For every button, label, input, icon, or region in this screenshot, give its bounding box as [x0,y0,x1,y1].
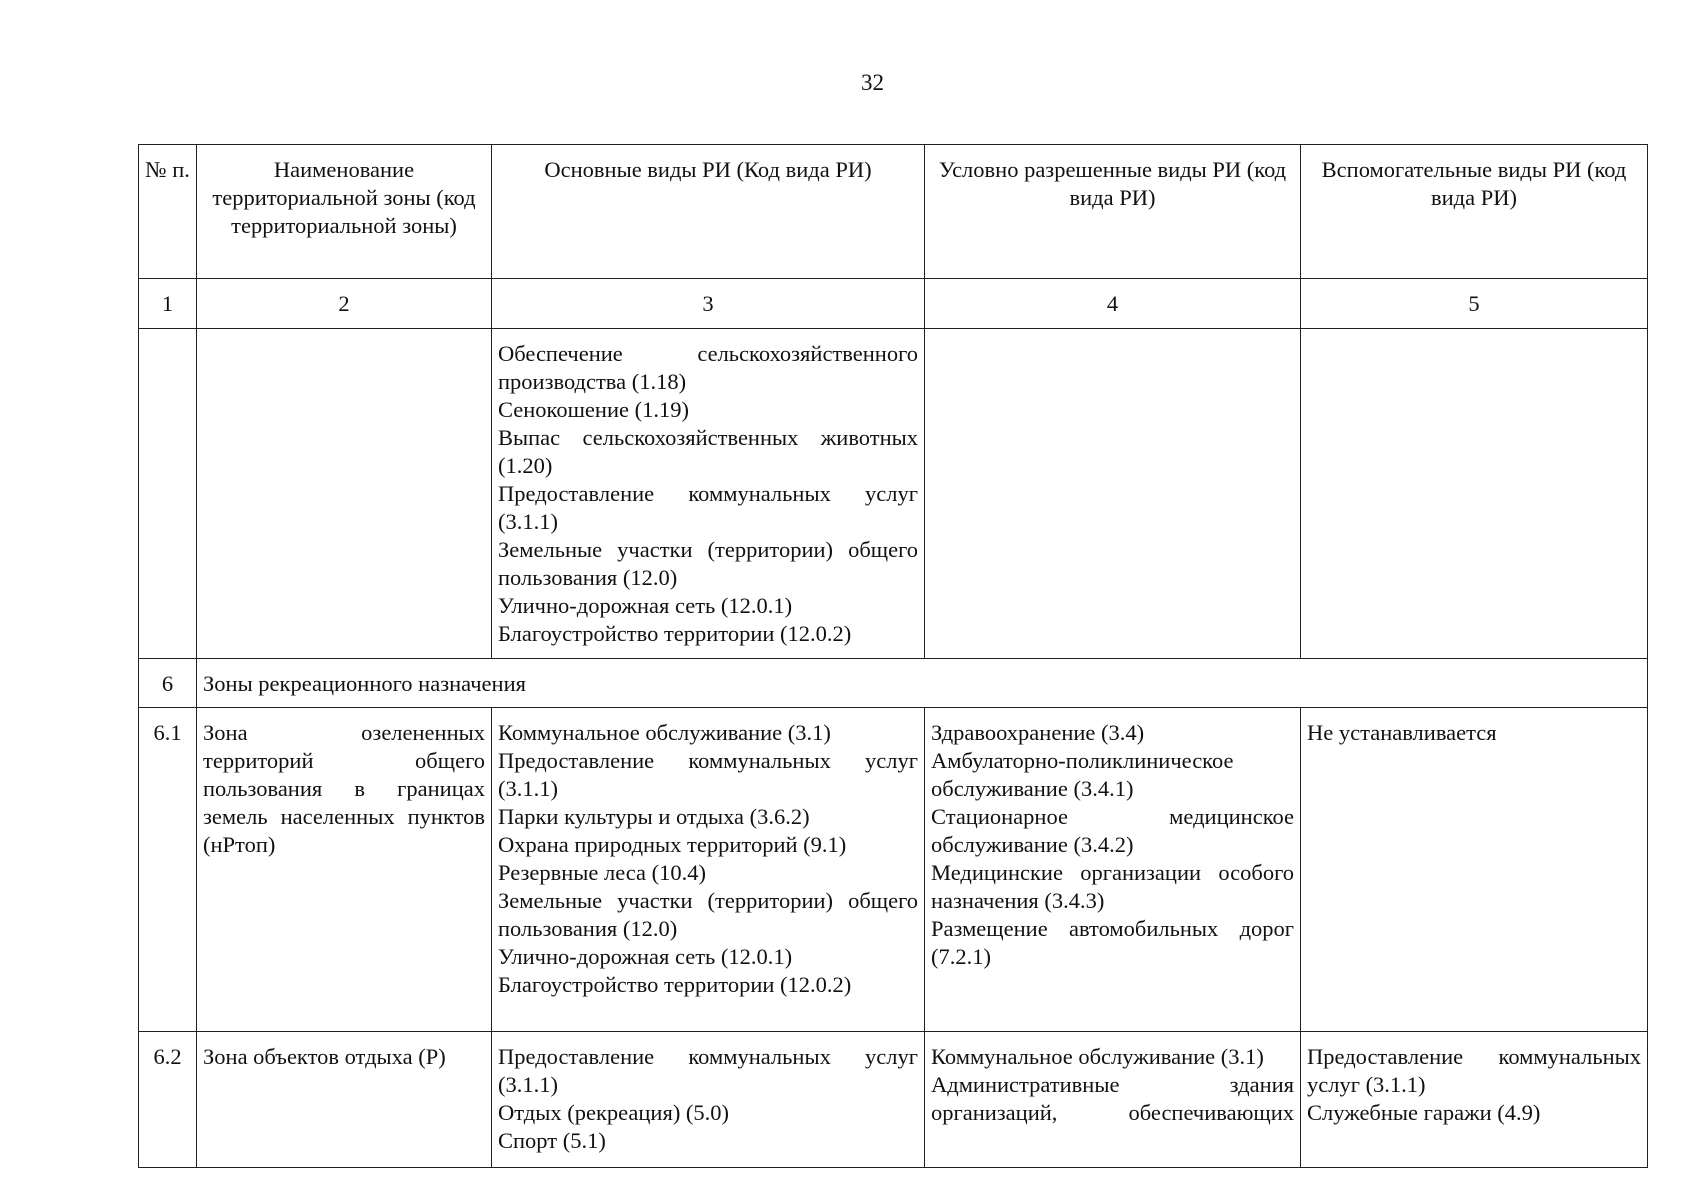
list-item: Благоустройство территории (12.0.2) [498,621,852,646]
header-main-uses: Основные виды РИ (Код вида РИ) [492,145,925,279]
table-row [139,1032,1648,1168]
column-number: 5 [1301,279,1648,329]
zone-name: Зона объектов отдыха (Р) [197,1032,492,1168]
list-item: Парки культуры и отдыха (3.6.2) [498,804,810,829]
list-item: Медицинские организации особого назначения (3.4.3) [931,860,1294,913]
header-number: № п. [139,145,197,279]
header-auxiliary-uses: Вспомогательные виды РИ (код вида РИ) [1301,145,1648,279]
table-row [139,708,1648,1032]
column-number: 2 [197,279,492,329]
list-item: Административные здания организаций, обеспечивающих [931,1072,1294,1125]
row-number: 6.2 [139,1032,197,1168]
list-item: Размещение автомобильных дорог (7.2.1) [931,916,1294,969]
column-number-row [139,279,1648,329]
list-item: Стационарное медицинское обслуживание (3.4.2) [931,804,1294,857]
group-number: 6 [139,659,197,708]
list-item: Улично-дорожная сеть (12.0.1) [498,944,793,969]
auxiliary-uses-cell [1301,1032,1648,1168]
header-row [139,145,1648,279]
list-item: Обеспечение сельскохозяйственного производства (1.18) [498,341,918,394]
row-number: 6.1 [139,708,197,1032]
column-number: 4 [925,279,1301,329]
list-item: Предоставление коммунальных услуг (3.1.1) [498,1044,918,1097]
main-uses-cell [492,1032,925,1168]
list-item: Предоставление коммунальных услуг (3.1.1) [1307,1044,1641,1097]
main-uses-cell [492,329,925,659]
header-zone-name: Наименование территориальной зоны (код территориальной зоны) [197,145,492,279]
page-number: 32 [861,70,884,95]
list-item: Спорт (5.1) [498,1128,606,1153]
list-item: Земельные участки (территории) общего пользования (12.0) [498,888,918,941]
row-number-cell [139,329,197,659]
list-item: Сенокошение (1.19) [498,397,689,422]
zone-name: Зона озелененных территорий общего пользования в границах земель населенных пунктов (нРтоп) [197,708,492,1032]
group-row [139,659,1648,708]
list-item: Выпас сельскохозяйственных животных (1.20) [498,425,918,478]
list-item: Предоставление коммунальных услуг (3.1.1) [498,481,918,534]
list-item: Предоставление коммунальных услуг (3.1.1) [498,748,918,801]
list-item: Отдых (рекреация) (5.0) [498,1100,730,1125]
list-item: Благоустройство территории (12.0.2) [498,972,852,997]
list-item: Служебные гаражи (4.9) [1307,1100,1541,1125]
auxiliary-uses-cell [1301,329,1648,659]
conditional-uses-cell [925,708,1301,1032]
table-row [139,329,1648,659]
list-item: Резервные леса (10.4) [498,860,707,885]
header-conditional-uses: Условно разрешенные виды РИ (код вида РИ) [925,145,1301,279]
conditional-uses-cell [925,329,1301,659]
conditional-uses-cell [925,1032,1301,1168]
auxiliary-uses-cell: Не устанавливается [1301,708,1648,1032]
zone-name-cell [197,329,492,659]
zoning-table [138,144,1648,1168]
column-number: 1 [139,279,197,329]
main-uses-cell [492,708,925,1032]
list-item: Коммунальное обслуживание (3.1) [498,720,831,745]
list-item: Здравоохранение (3.4) [931,720,1145,745]
list-item: Земельные участки (территории) общего пользования (12.0) [498,537,918,590]
group-title: Зоны рекреационного назначения [197,659,1648,708]
list-item: Охрана природных территорий (9.1) [498,832,847,857]
column-number: 3 [492,279,925,329]
list-item: Коммунальное обслуживание (3.1) [931,1044,1264,1069]
list-item: Амбулаторно-поликлиническое обслуживание (3.4.1) [931,748,1234,801]
list-item: Улично-дорожная сеть (12.0.1) [498,593,793,618]
